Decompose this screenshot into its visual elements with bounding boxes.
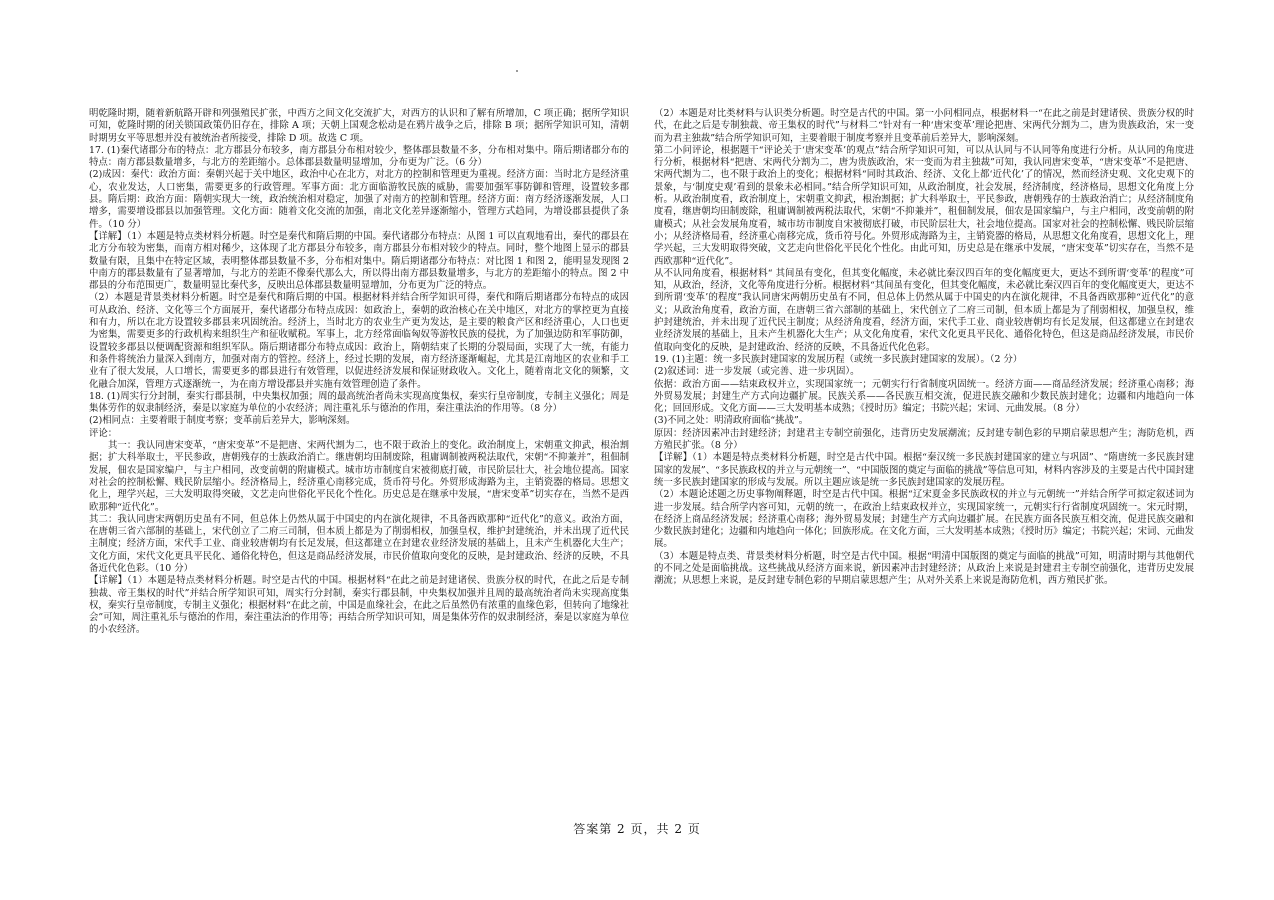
paragraph: 第二小问评论，根据题干“评论关于‘唐宋变革’的观点”结合所学知识可知，可以从认同与不认同等角度进行分析。从认同的角度进行分析，根据材料“把唐、宋两代分割为二，唐为贵族政治，宋一变而为君主独裁”可知，我认同唐宋变革，“唐宋变革”不是把唐、宋两代割为二，也不限于政治上的变化；根据材料“同时其政治、经济、文化上都‘近代化’了的情况，然而经济史观、文化史观下的景象，与‘制度史观’看到的景象未必相同。”结合所学知识可知，从政治制度，社会发展，经济制度，经济格局，思想文化角度上分析。从政治制度看，政治制度上，宋朝重文抑武，根治割据；扩大科举取士，平民参政，唐朝残存的士族政治消亡；从经济制度角度看，继唐朝均田制废除，租庸调制被两税法取代，宋朝“不抑兼并”，租佃制发展，佃农是国家编户，与主户相同，改变前朝的附庸模式；从社会发展角度看，城市坊市制度自宋被彻底打破，市民阶层壮大，社会地位提高。国家对社会的控制松懈、贱民阶层缩小；从经济格局看，经济重心南移完成，货币符号化。外贸形成海路为主，主销瓷器的格局，从思想文化角度看，思想文化上，理学兴起，三大发明取得突破，文艺走向世俗化平民化个性化。由此可知，历史总是在继承中发展，“唐宋变革”切实存在，当然不是西欧那种“近代化”。 <box>654 144 1194 267</box>
paragraph: 【详解】（1）本题是特点类材料分析题。时空是古代的中国。根据材料“在此之前是封建诸侯、贵族分权的时代，在此之后是专制独裁、帝王集权的时代”并结合所学知识可知，周实行分封制，秦实行郡县制，中央集权加强并且周的最高统治者尚未实现高度集权，秦实行皇帝制度，专制主义强化；根据材料“在此之前，中国是血缘社会，在此之后虽然仍有浓重的血缘色彩，但转向了地缘社会”可知，周注重礼乐与德治的作用，秦注重法治的作用等；再结合所学知识可知，周是集体劳作的奴隶制经济，秦是以家庭为单位的小农经济。 <box>89 575 629 636</box>
paragraph: 其一：我认同唐宋变革，“唐宋变革”不是把唐、宋两代割为二，也不限于政治上的变化。政治制度上，宋朝重文抑武，根治割据；扩大科举取士，平民参政，唐朝残存的士族政治消亡。继唐朝均田制废除，租庸调制被两税法取代，宋朝“不抑兼并”，租佃制发展，佃农是国家编户，与主户相同，改变前朝的附庸模式。城市坊市制度自宋被彻底打破，市民阶层壮大，社会地位提高。国家对社会的控制松懈、贱民阶层缩小。经济格局上，经济重心南移完成，货币符号化。外贸形成海路为主，主销瓷器的格局。思想文化上，理学兴起，三大发明取得突破，文艺走向世俗化平民化个性化。历史总是在继承中发展，“唐宋变革”切实存在，当然不是西欧那种“近代化”。 <box>89 440 629 513</box>
paragraph: 18. (1)周实行分封制，秦实行郡县制，中央集权加强；周的最高统治者尚未实现高度集权，秦实行皇帝制度，专制主义强化；周是集体劳作的奴隶制经济，秦是以家庭为单位的小农经济；周注重礼乐与德治的作用，秦注重法治的作用等。（8 分） <box>89 390 629 415</box>
paragraph: 【详解】（1）本题是特点类材料分析题，时空是古代中国。根据“秦汉统一多民族封建国家的建立与巩固”、“隋唐统一多民族封建国家的发展”、“多民族政权的并立与元朝统一”、“中国版图的奠定与面临的挑战”等信息可知，材料内容涉及的主要是古代中国封建统一多民族封建国家的形成与发展。所以主题应该是统一多民族封建国家的发展历程。 <box>654 452 1194 488</box>
paragraph: 17. (1)秦代诸郡分布的特点：北方郡县分布较多，南方郡县分布相对较少，整体郡县数量不多，分布相对集中。隋后期诸郡分布的特点：南方郡县数量增多，与北方的差距缩小。总体郡县数量明显增加，分布更为广泛。（6 分） <box>89 144 629 169</box>
paragraph: 明乾隆时期，随着新航路开辟和列强殖民扩张，中西方之间文化交流扩大，对西方的认识和了解有所增加，C 项正确；据所学知识可知，乾隆时期的闭关锁国政策仍旧存在，排除 A 项；天朝上国观念松动是在鸦片战争之后，排除 B 项；据所学知识可知，清朝时期男女平等思想并没有被统治者所接受，排除 D 项。故选 C 项。 <box>89 108 629 144</box>
paragraph: 原因：经济因素冲击封建经济；封建君主专制空前强化，违背历史发展潮流；反封建专制色彩的早期启蒙思想产生；海防危机，西方殖民扩张。（8 分） <box>654 427 1194 452</box>
paragraph: (2)叙述词：进一步发展（或完善、进一步巩固）。 <box>654 366 860 378</box>
paragraph: (3)不同之处：明清政府面临“挑战”。 <box>654 415 809 427</box>
paragraph: 19. (1)主题：统一多民族封建国家的发展历程（或统一多民族封建国家的发展）。（2 分） <box>654 353 1023 365</box>
left-column <box>89 108 629 794</box>
paragraph: （3）本题是特点类、背景类材料分析题，时空是古代中国。根据“明清中国版图的奠定与面临的挑战”可知，明清时期与其他朝代的不同之处是面临挑战。这些挑战从经济方面来说，新因素冲击封建经济；从政治上来说是封建君主专制空前强化，违背历史发展潮流；从思想上来说，是反封建专制色彩的早期启蒙思想产生；从对外关系上来说是海防危机，西方殖民扩张。 <box>654 550 1194 587</box>
paragraph: 其二：我认同唐宋两朝历史虽有不同，但总体上仍然从属于中国史的内在演化规律，不具备西欧那种“近代化”的意义。政治方面，在唐朝三省六部制的基础上，宋代创立了二府三司制，但本质上都是为了削弱相权，加强皇权，维护封建统治，并未出现了近代民主制度；经济方面，宋代手工业、商业较唐朝均有长足发展，但这都建立在封建农业经济发展的基础上，且未产生机器化大生产；文化方面，宋代文化更具平民化、通俗化特色，但这是商品经济发展，市民价值取向变化的反映，是封建政治、经济的反映，不具备近代化色彩。（10 分） <box>89 513 629 574</box>
paragraph: （2）本题论述题之历史事物阐释题，时空是古代中国。根据“辽宋夏金多民族政权的并立与元朝统一”并结合所学可拟定叙述词为进一步发展。结合所学内容可知，元朝的统一，在政治上结束政权并立，实现国家统一，元朝实行行省制度巩固统一。宋元时期，在经济上商品经济发展；经济重心南移；海外贸易发展；封建生产方式向边疆扩展。在民族方面各民族互相交流，促进民族交融和少数民族封建化；边疆和内地趋向一体化；回族形成。在文化方面，三大发明基本成熟；《授时历》编定；书院兴起；宋词、元曲发展。 <box>654 489 1194 550</box>
paragraph: 评论： <box>89 427 118 439</box>
paragraph: (2)成因：秦代：政治方面：秦朝兴起于关中地区，政治中心在北方，对北方的控制和管理更为重视。经济方面：当时北方是经济重心，农业发达，人口密集，需要更多的行政管理。军事方面：北方面临游牧民族的威胁，需要加强军事防御和管理，设置较多郡县。隋后期：政治方面：隋朝实现大一统，政治统治相对稳定，加强了对南方的控制和管理。经济方面：南方经济逐渐发展，人口增多，需要增设郡县以加强管理。文化方面：随着文化交流的加强，南北文化差异逐渐缩小，管理方式趋同，为增设郡县提供了条件。（10 分） <box>89 169 629 230</box>
page-footer: 答案第 2 页，共 2 页 <box>573 822 701 836</box>
paragraph: 从不认同角度看，根据材料“ 其间虽有变化，但其变化幅度，未必就比秦汉四百年的变化幅度更大，更达不到所谓‘变革’的程度”可知，从政治，经济，文化等角度进行分析。根据材料“其间虽有变化，但其变化幅度，未必就比秦汉四百年的变化幅度更大，更达不到所谓‘变革’的程度”我认同唐宋两朝历史虽有不同，但总体上仍然从属于中国史的内在演化规律，不具备西欧那种“近代化”的意义；从政治角度看，政治方面，在唐朝三省六部制的基础上，宋代创立了二府三司制，但本质上都是为了削弱相权，加强皇权，维护封建统治，并未出现了近代民主制度；从经济角度看，经济方面，宋代手工业、商业较唐朝均有长足发展，但这都建立在封建农业经济发展的基础上，且未产生机器化大生产；从文化角度看，宋代文化更具平民化、通俗化特色，但这是商品经济发展，市民价值取向变化的反映，是封建政治、经济的反映，不具备近代化色彩。 <box>654 267 1194 353</box>
paragraph: 【详解】（1）本题是特点类材料分析题。时空是秦代和隋后期的中国。秦代诸郡分布特点：从图 1 可以直观地看出，秦代的郡县在北方分布较为密集，而南方相对稀少，这体现了北方郡县分布较多，南方郡县分布相对较少的特点。同时，整个地图上显示的郡县数量有限，且集中在特定区域，表明整体郡县数量不多，分布相对集中。隋后期诸郡分布特点：对比图 1 和图 2，能明显发现图 2 中南方的郡县数量有了显著增加，与北方的差距不像秦代那么大，所以得出南方郡县数量增多，与北方的差距缩小的特点。图 2 中郡县的分布范围更广，数量明显比秦代多，反映出总体郡县数量明显增加，分布更为广泛的特点。 <box>89 230 629 292</box>
scan-speck <box>516 70 518 72</box>
paragraph: 依据：政治方面——结束政权并立，实现国家统一；元朝实行行省制度巩固统一。经济方面——商品经济发展；经济重心南移；海外贸易发展；封建生产方式向边疆扩展。民族关系——各民族互相交流，促进民族交融和少数民族封建化；边疆和内地趋向一体化；回回形成。文化方面——三大发明基本成熟；《授时历》编定；书院兴起；宋词、元曲发展。（8 分） <box>654 378 1194 415</box>
paragraph: (2)相同点：主要着眼于制度考察；变革前后差异大，影响深刻。 <box>89 415 356 427</box>
paragraph: （2）本题是对比类材料与认识类分析题。时空是古代的中国。第一小问相同点，根据材料一“在此之前是封建诸侯、贵族分权的时代，在此之后是专制独裁、帝王集权的时代”与材料二“针对有一种‘唐宋变革’理论把唐、宋两代分割为二，唐为贵族政治，宋一变而为君主独裁”结合所学知识可知，主要着眼于制度考察并且变革前后差异大，影响深刻。 <box>654 108 1194 144</box>
right-column <box>654 108 1194 746</box>
paragraph: （2）本题是背景类材料分析题。时空是秦代和隋后期的中国。根据材料并结合所学知识可得，秦代和隋后期诸郡分布特点的成因可从政治、经济、文化等三个方面展开，秦代诸郡分布特点成因：如政治上，秦朝的政治核心在关中地区，对北方的掌控更为直接和有力，所以在北方设置较多郡县来巩固统治。经济上，当时北方的农业生产更为发达，是主要的粮食产区和经济重心，人口也更为密集，需要更多的行政机构来组织生产和征收赋税。军事上，北方经常面临匈奴等游牧民族的侵扰，为了加强边防和军事防御，设置较多郡县以便调配资源和组织军队。隋后期诸郡分布特点成因：政治上，隋朝结束了长期的分裂局面，实现了大一统，有能力和条件将统治力量深入到南方，加强对南方的管控。经济上，经过长期的发展，南方经济逐渐崛起，尤其是江南地区的农业和手工业有了很大发展，人口增长，需要更多的郡县进行有效管理，以促进经济发展和保证财政收入。文化上，随着南北文化的频繁，文化融合加深，管理方式逐渐统一，为在南方增设郡县并实施有效管理创造了条件。 <box>89 292 629 390</box>
